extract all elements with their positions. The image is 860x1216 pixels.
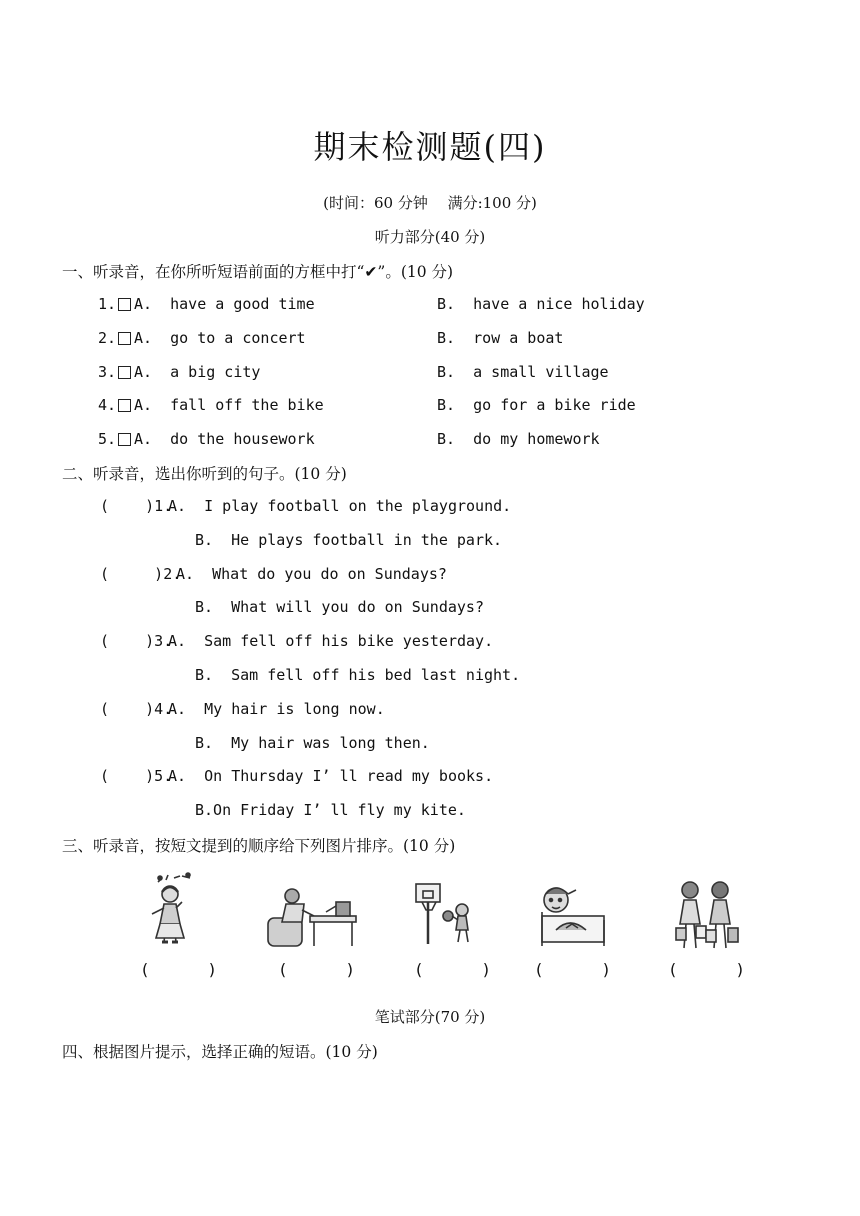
option-a: A. What do you do on Sundays? [176, 564, 447, 583]
listening-part-header: 听力部分(40 分) [374, 228, 486, 246]
page-title: 期末检测题(四) [313, 128, 547, 166]
section4-heading: 四、根据图片提示，选择正确的短语。(10 分) [62, 1043, 378, 1061]
checkbox[interactable] [118, 332, 131, 345]
question-number: 4. [98, 396, 117, 415]
section1-heading: 一、听录音，在你所听短语前面的方框中打“✔”。(10 分) [62, 263, 454, 281]
option-a: A. Sam fell off his bike yesterday. [168, 632, 494, 651]
order-blank[interactable]: ( ) [668, 960, 746, 979]
section3-heading: 三、听录音，按短文提到的顺序给下列图片排序。(10 分) [62, 837, 456, 855]
option-a: A. My hair is long now. [168, 699, 385, 718]
written-part-header: 笔试部分(70 分) [374, 1008, 486, 1026]
checkbox[interactable] [118, 366, 131, 379]
option-b: B. do my homework [437, 430, 600, 449]
option-b: B.On Friday I’ ll fly my kite. [195, 801, 466, 820]
checkbox[interactable] [118, 433, 131, 446]
option-b: B. row a boat [437, 328, 564, 347]
girl-at-desk-icon [266, 882, 358, 950]
checkbox[interactable] [118, 399, 131, 412]
order-blank[interactable]: ( ) [414, 960, 492, 979]
answer-blank[interactable]: ( )3. [100, 632, 173, 651]
option-b: B. What will you do on Sundays? [195, 598, 484, 617]
option-a: A. go to a concert [134, 328, 306, 347]
option-a: A. fall off the bike [134, 396, 324, 415]
question-number: 2. [98, 328, 117, 347]
option-b: B. My hair was long then. [195, 733, 430, 752]
question-number: 3. [98, 362, 117, 381]
option-a: A. a big city [134, 362, 261, 381]
option-a: A. I play football on the playground. [168, 497, 512, 515]
option-a: A. do the housework [134, 430, 315, 449]
boy-basketball-icon [412, 882, 478, 946]
checkbox[interactable] [118, 298, 131, 311]
question-number: 5. [98, 430, 117, 449]
order-blank[interactable]: ( ) [534, 960, 612, 979]
question-number: 1. [98, 295, 117, 313]
order-blank[interactable]: ( ) [140, 960, 218, 979]
answer-blank[interactable]: ( )5. [100, 767, 173, 786]
option-b: B. He plays football in the park. [195, 530, 503, 549]
answer-blank[interactable]: ( )1. [100, 497, 173, 515]
option-a: A. have a good time [134, 295, 315, 313]
girls-shopping-icon [670, 878, 744, 954]
exam-info: (时间：60 分钟 满分:100 分) [323, 194, 537, 212]
answer-blank[interactable]: ( )4. [100, 699, 173, 718]
option-b: B. go for a bike ride [437, 396, 636, 415]
order-blank[interactable]: ( ) [278, 960, 356, 979]
section2-heading: 二、听录音，选出你听到的句子。(10 分) [62, 465, 347, 483]
girl-singing-icon [140, 872, 210, 954]
option-b: B. Sam fell off his bed last night. [195, 666, 521, 684]
option-b: B. a small village [437, 362, 609, 381]
boy-in-bed-icon [536, 880, 608, 948]
option-a: A. On Thursday I’ ll read my books. [168, 767, 494, 786]
option-b: B. have a nice holiday [437, 295, 645, 313]
answer-blank[interactable]: ( )2. [100, 564, 182, 583]
